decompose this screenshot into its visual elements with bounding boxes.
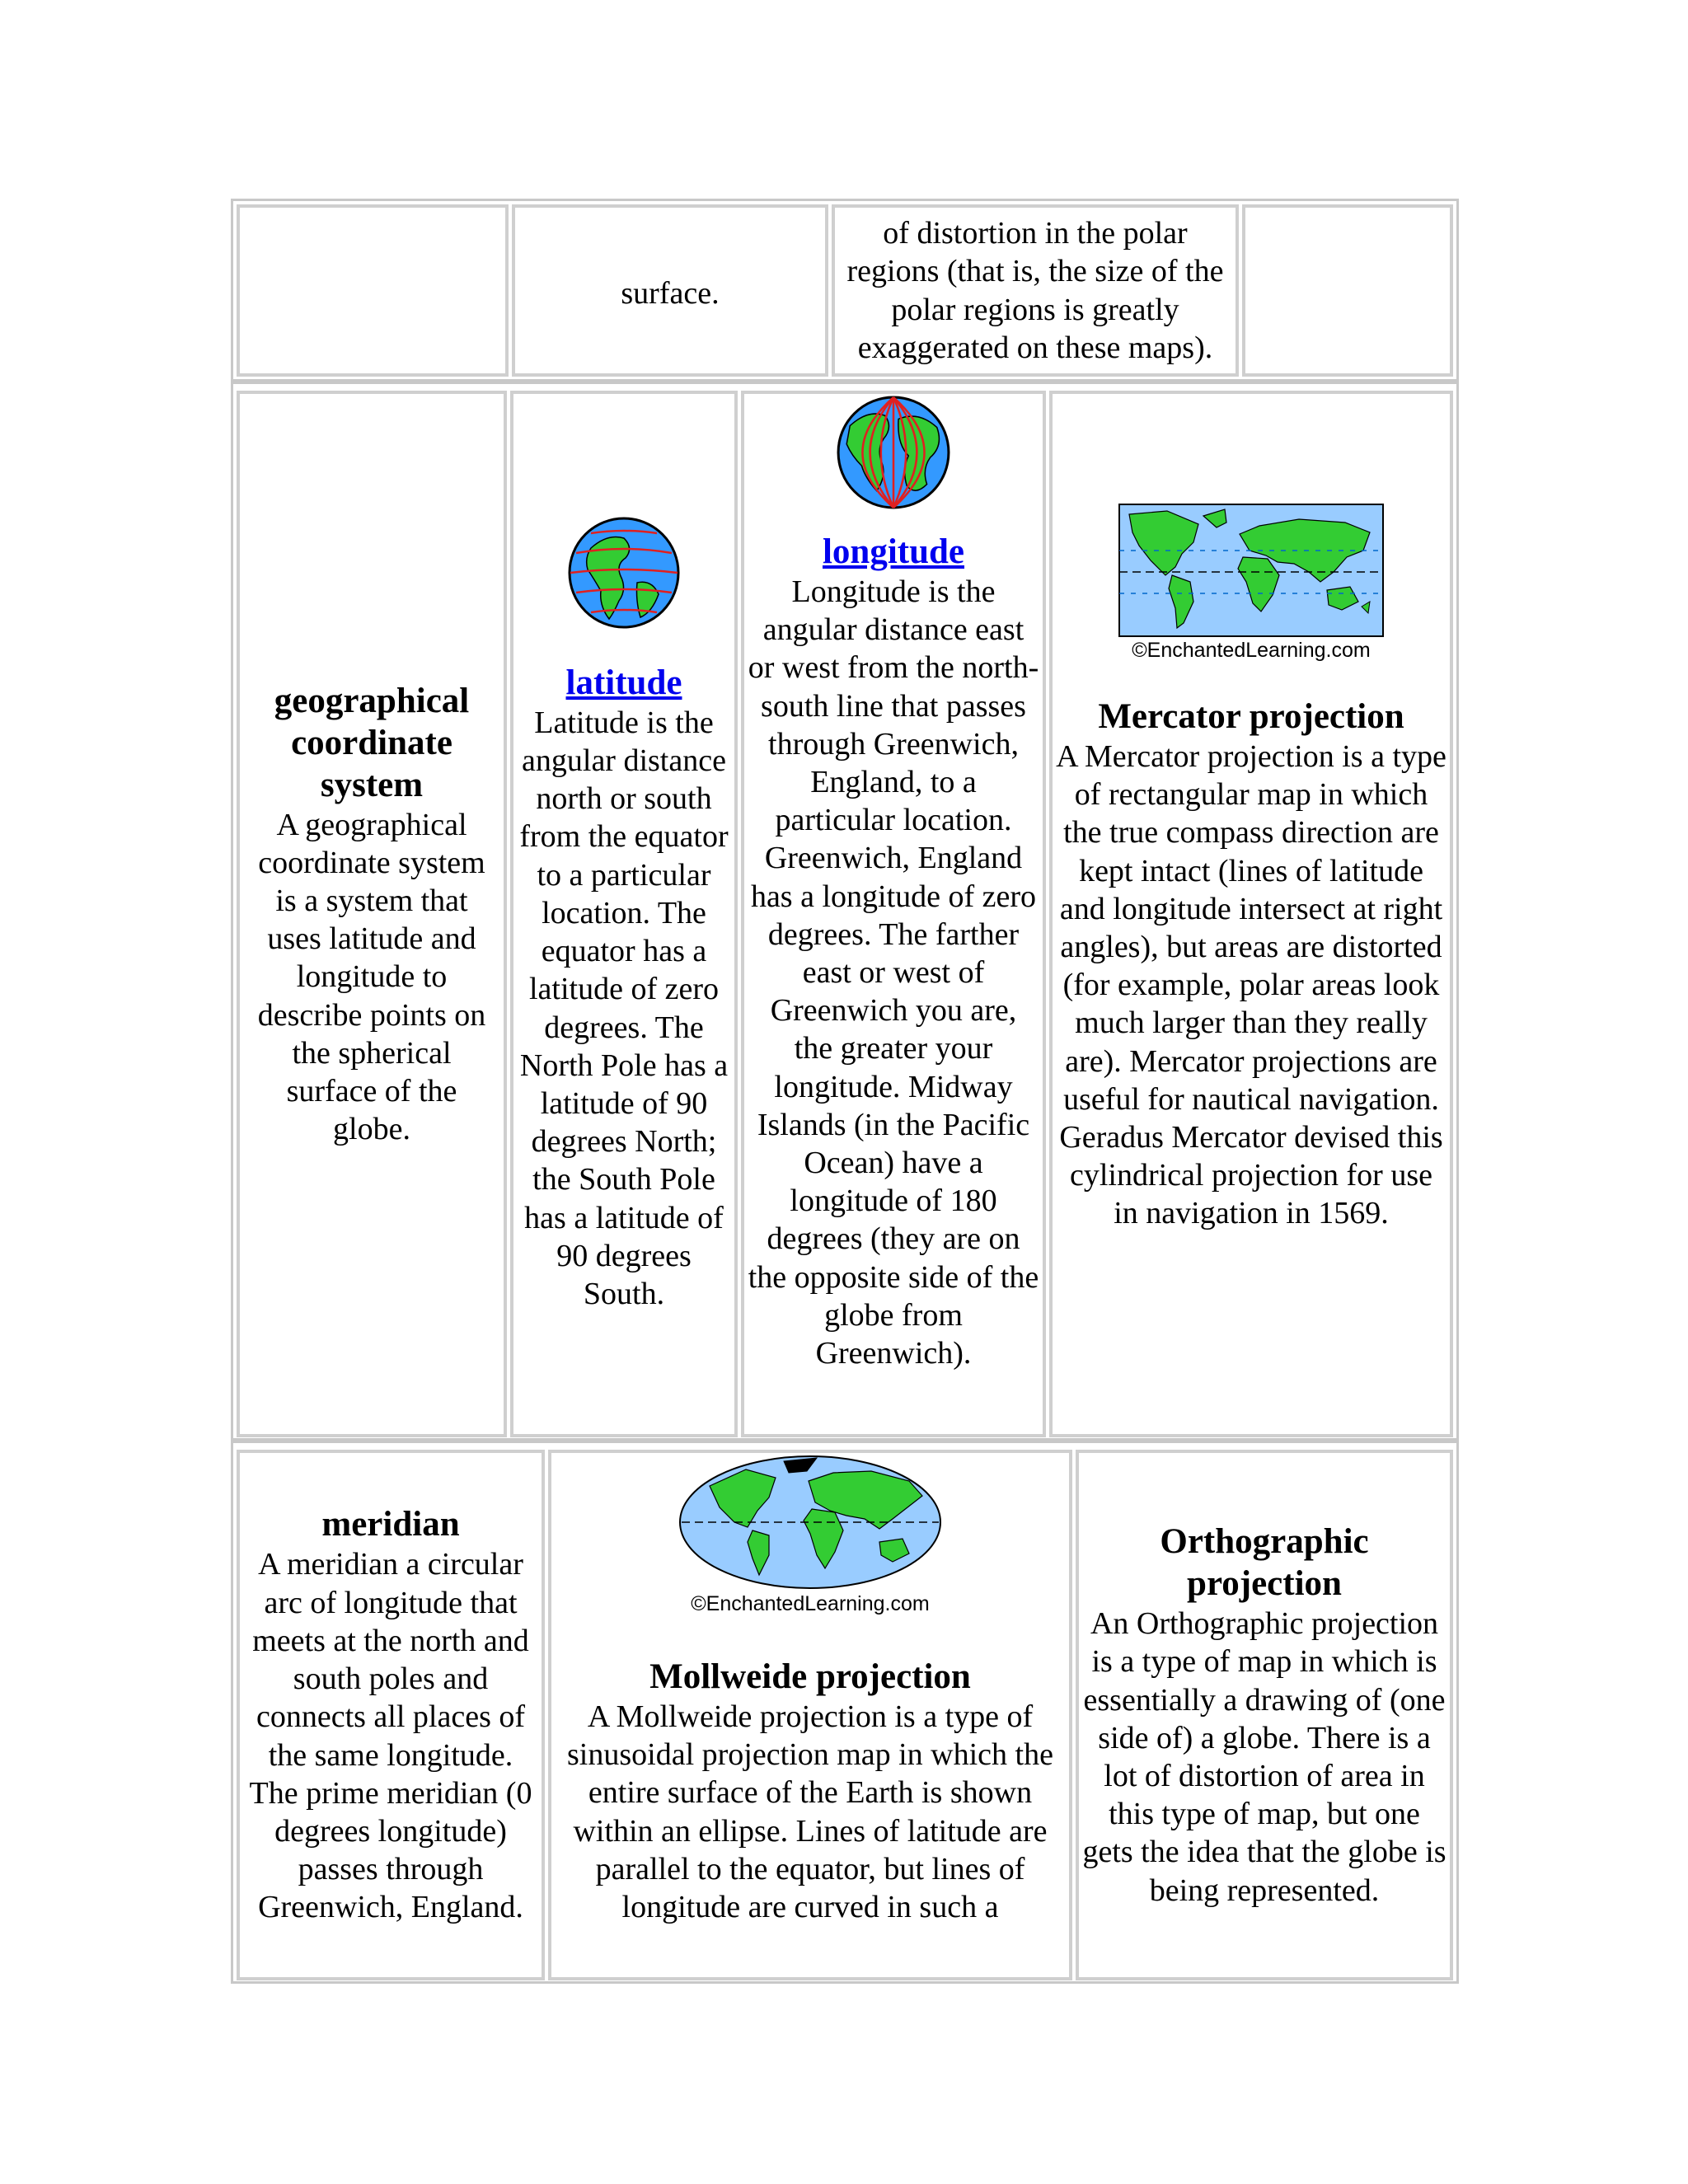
latitude-text: Latitude is the angular distance north or south from the equator to a particular location. The equator has a latitude of zero degrees. The North Pole has a latitude of 90 degrees North; the South Pole has a latitude of 90 degrees South. (519, 705, 729, 1311)
mollweide-text: A Mollweide projection is a type of sinusoidal projection map in which the entire surface of the Earth is shown within an ellipse. Lines of latitude are parallel to the equator, but lines of longitude are curved in such a (567, 1699, 1053, 1925)
latitude-globe-image (517, 515, 731, 630)
mollweide-map-icon (677, 1453, 944, 1591)
row1-empty-cell-1 (237, 204, 509, 377)
longitude-cell (741, 391, 1046, 1437)
mercator-title: Mercator projection (1098, 697, 1404, 736)
latitude-link[interactable]: latitude (565, 663, 682, 702)
longitude-text: Longitude is the angular distance east or west from the north-south line that passes through Greenwich, England, to a particular location. Greenwich, England has a longitude of zero degrees. The farther east or west of Greenwich you are, the greater your longitude. Midway Islands (in the Pacific Ocean) have a longitude of 180 degrees (they are on the opposite side of the globe from Greenwich). (748, 574, 1039, 1371)
row1-cell-distortion (832, 204, 1239, 377)
latitude-cell (510, 391, 738, 1437)
table-row-2 (231, 382, 1459, 1441)
row1-surface-text: surface. (621, 276, 720, 312)
latitude-globe-icon (566, 515, 682, 630)
meridian-cell (237, 1450, 545, 1980)
mollweide-credit: ©EnchantedLearning.com (691, 1592, 930, 1615)
mollweide-map-image (556, 1453, 1064, 1591)
geo-coordinate-title: geographical coordinate system (274, 681, 470, 804)
longitude-globe-icon (835, 394, 952, 511)
mollweide-title: Mollweide projection (649, 1657, 971, 1696)
mercator-credit: ©EnchantedLearning.com (1132, 639, 1371, 662)
row1-empty-cell-4 (1242, 204, 1453, 377)
orthographic-cell (1076, 1450, 1453, 1980)
mercator-map-icon (1118, 503, 1385, 638)
mollweide-cell (548, 1450, 1072, 1980)
orthographic-title: Orthographic projection (1160, 1522, 1369, 1604)
mercator-cell (1049, 391, 1453, 1437)
orthographic-text: An Orthographic projection is a type of map in which is essentially a drawing of (one side of) a globe. There is a lot of distortion of area in this type of map, but one gets the idea that the globe is being represented. (1082, 1606, 1447, 1908)
geo-coordinate-cell (237, 391, 507, 1437)
row1-distortion-text: of distortion in the polar regions (that is, the size of the polar regions is greatly exaggerated on these maps). (846, 216, 1224, 365)
table-row-3 (231, 1441, 1459, 1984)
meridian-text: A meridian a circular arc of longitude that meets at the north and south poles and connects all places of the same longitude. The prime meridian (0 degrees longitude) passes through Greenwich, England. (249, 1547, 532, 1925)
row1-cell-surface (512, 204, 828, 377)
mercator-text: A Mercator projection is a type of rectangular map in which the true compass direction are kept intact (lines of latitude and longitude intersect at right angles), but areas are distorted (for example, polar areas look much larger than they really are). Mercator projections are useful for nautical navigation. Geradus Mercator devised this cylindrical projection for use in navigation in 1569. (1056, 739, 1447, 1231)
longitude-link[interactable]: longitude (822, 532, 965, 571)
geo-coordinate-text: A geographical coordinate system is a system that uses latitude and longitude to describe points on the spherical surface of the globe. (257, 807, 486, 1147)
meridian-title: meridian (321, 1505, 460, 1544)
table-row-1 (231, 199, 1459, 382)
longitude-globe-image (748, 394, 1039, 511)
mercator-map-image (1056, 503, 1447, 638)
